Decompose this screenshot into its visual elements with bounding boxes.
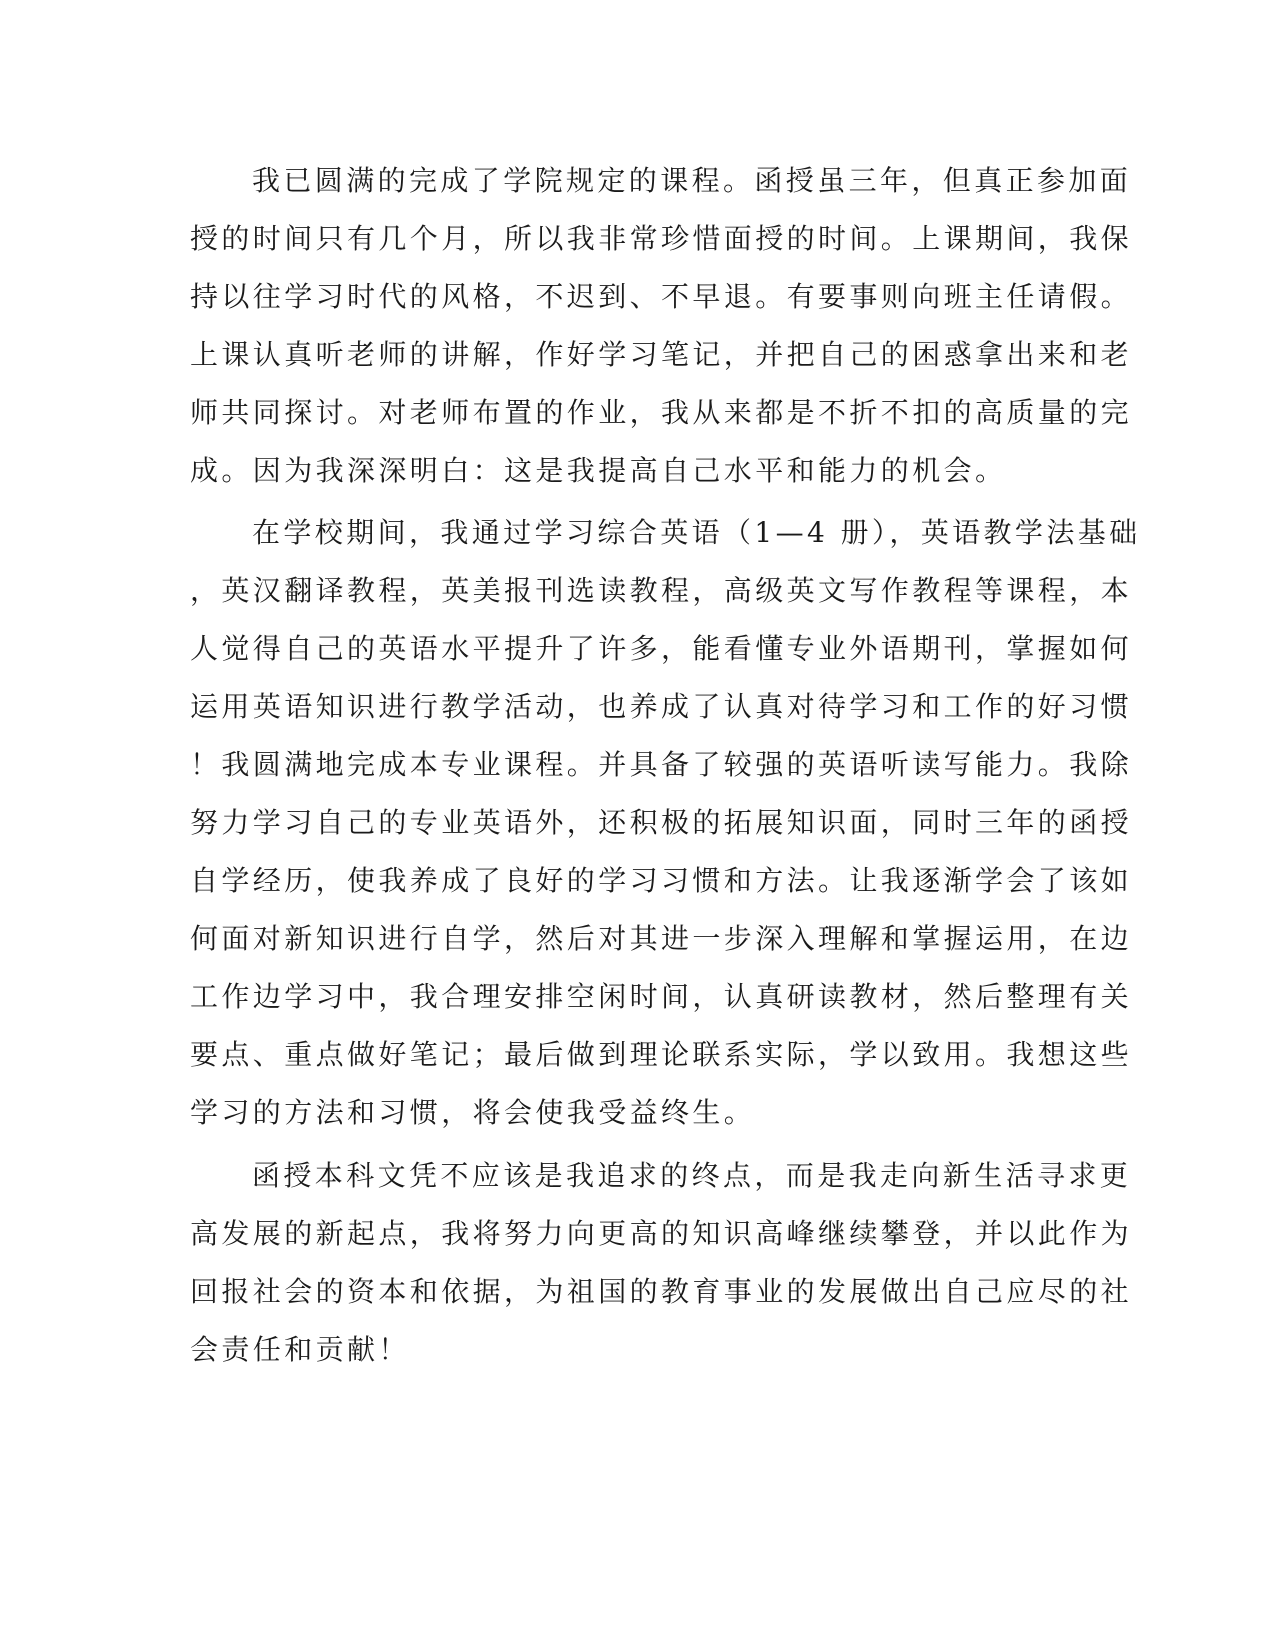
paragraph-line: 学习的方法和习惯，将会使我受益终生。 bbox=[190, 1096, 756, 1129]
paragraph-line: 我已圆满的完成了学院规定的课程。函授虽三年，但真正参加面 bbox=[252, 164, 1132, 197]
paragraph-line: 成。因为我深深明白：这是我提高自己水平和能力的机会。 bbox=[190, 454, 1007, 487]
paragraph-line: 工作边学习中，我合理安排空闲时间，认真研读教材，然后整理有关 bbox=[190, 980, 1133, 1013]
paragraph-line: 会责任和贡献！ bbox=[190, 1333, 410, 1366]
paragraph-line: 持以往学习时代的风格，不迟到、不早退。有要事则向班主任请假。 bbox=[190, 280, 1133, 313]
paragraph-line: 函授本科文凭不应该是我追求的终点，而是我走向新生活寻求更 bbox=[252, 1159, 1132, 1192]
paragraph-line: 师共同探讨。对老师布置的作业，我从来都是不折不扣的高质量的完 bbox=[190, 396, 1133, 429]
paragraph-line: 要点、重点做好笔记；最后做到理论联系实际，学以致用。我想这些 bbox=[190, 1038, 1133, 1071]
paragraph-line: 回报社会的资本和依据，为祖国的教育事业的发展做出自己应尽的社 bbox=[190, 1275, 1133, 1308]
paragraph-line: 何面对新知识进行自学，然后对其进一步深入理解和掌握运用，在边 bbox=[190, 922, 1133, 955]
paragraph-line: 运用英语知识进行教学活动，也养成了认真对待学习和工作的好习惯 bbox=[190, 690, 1133, 723]
paragraph-line: 高发展的新起点，我将努力向更高的知识高峰继续攀登，并以此作为 bbox=[190, 1217, 1133, 1250]
paragraph-line: 在学校期间，我通过学习综合英语（1—4 册），英语教学法基础 bbox=[252, 516, 1141, 549]
paragraph-line: 自学经历，使我养成了良好的学习习惯和方法。让我逐渐学会了该如 bbox=[190, 864, 1133, 897]
paragraph-line: 授的时间只有几个月，所以我非常珍惜面授的时间。上课期间，我保 bbox=[190, 222, 1133, 255]
paragraph-line: ，英汉翻译教程，英美报刊选读教程，高级英文写作教程等课程，本 bbox=[190, 574, 1133, 607]
paragraph-line: 上课认真听老师的讲解，作好学习笔记，并把自己的困惑拿出来和老 bbox=[190, 338, 1133, 371]
paragraph-line: 努力学习自己的专业英语外，还积极的拓展知识面，同时三年的函授 bbox=[190, 806, 1133, 839]
paragraph-line: 人觉得自己的英语水平提升了许多，能看懂专业外语期刊，掌握如何 bbox=[190, 632, 1133, 665]
paragraph-line: ！我圆满地完成本专业课程。并具备了较强的英语听读写能力。我除 bbox=[190, 748, 1133, 781]
